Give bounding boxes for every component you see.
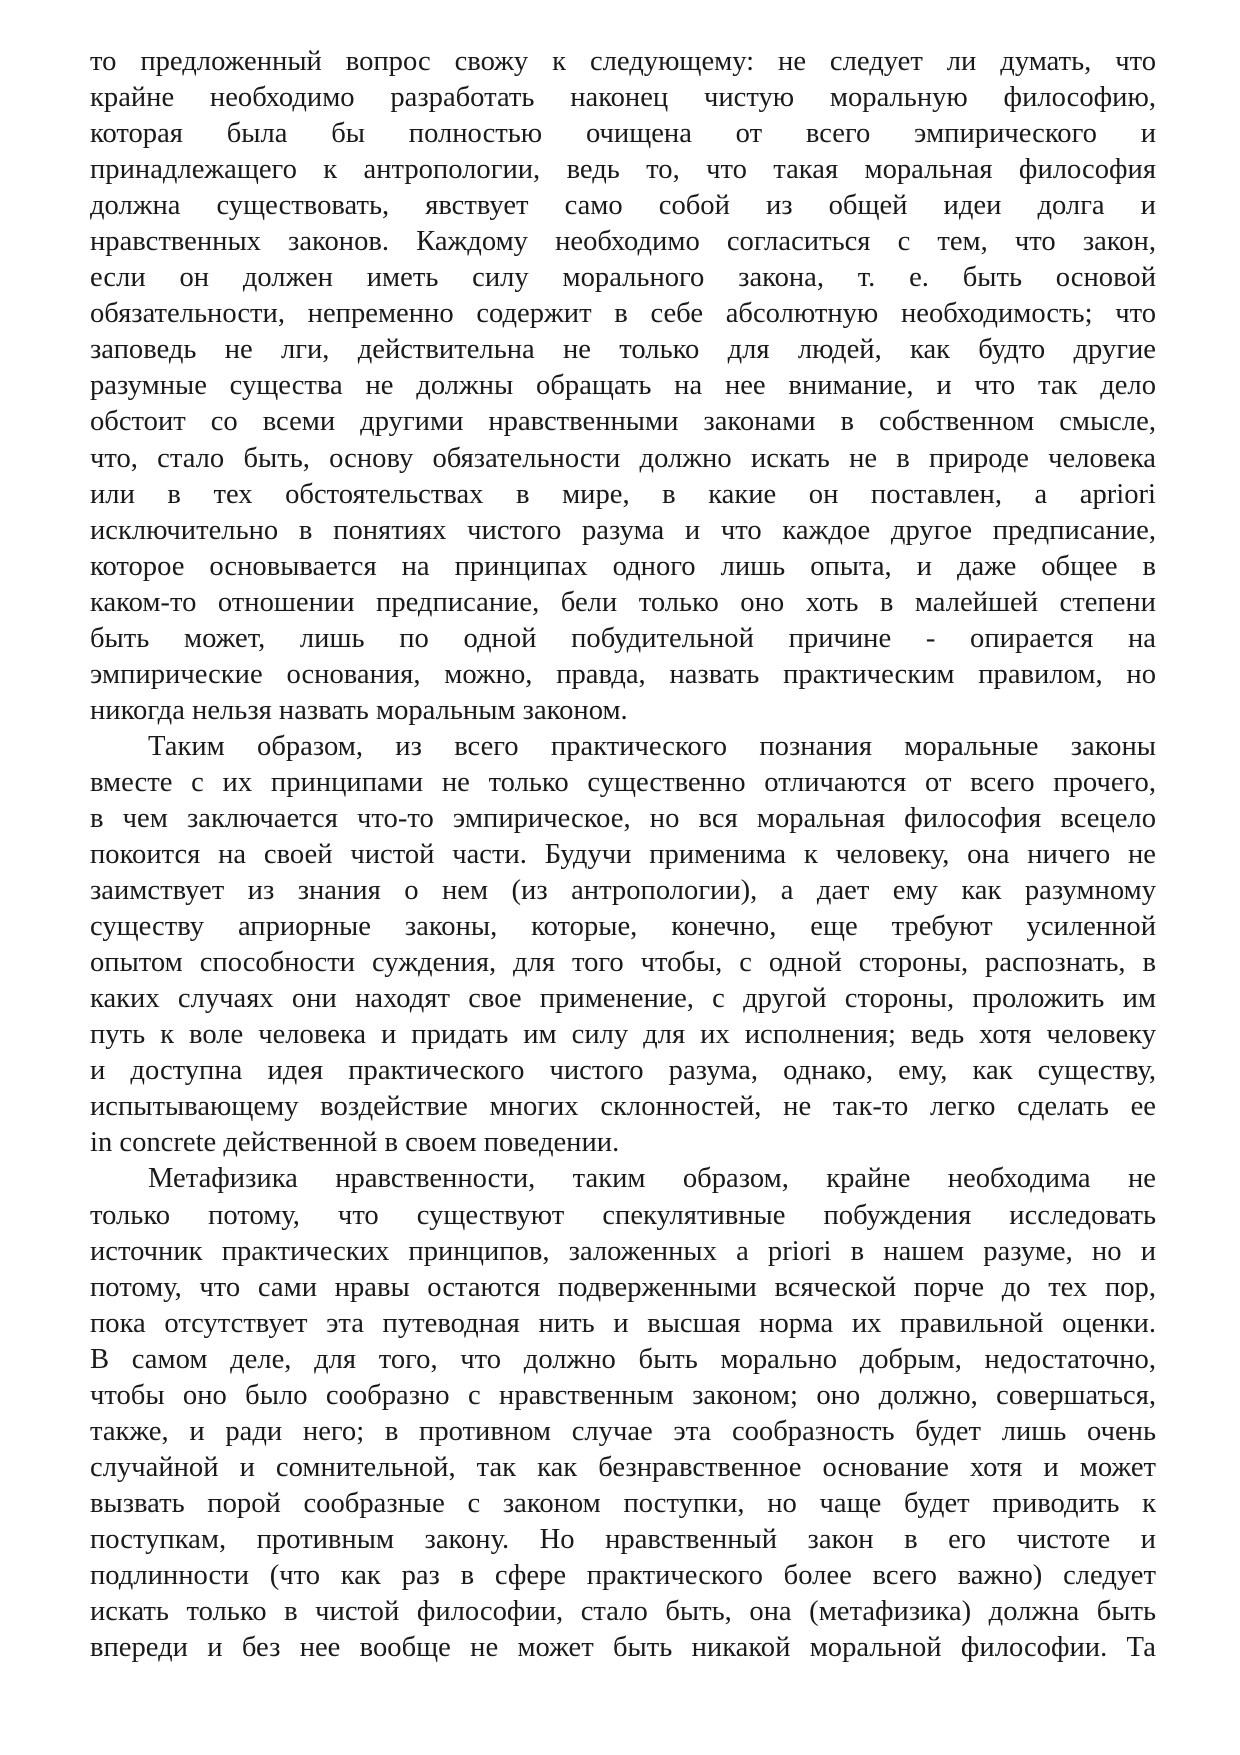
text-line: путь к воле человека и придать им силу для их исполнения; ведь хотя человеку [90,1019,1156,1051]
text-line: в чем заключается что-то эмпирическое, но вся моральная философия всецело [90,802,1156,834]
text-line: заимствует из знания о нем (из антропологии), а дает ему как разумному [90,875,1156,907]
text-line: что, стало быть, основу обязательности должно искать не в природе человека [90,442,1156,474]
text-line: также, и ради него; в противном случае эта сообразность будет лишь очень [90,1415,1156,1447]
paragraph [90,1161,1156,1666]
text-line: Метафизика нравственности, таким образом, крайне необходима не [148,1163,1156,1195]
text-line: если он должен иметь силу морального закона, т. е. быть основой [90,262,1156,294]
text-line: принадлежащего к антропологии, ведь то, что такая моральная философия [90,154,1156,186]
text-line: и доступна идея практического чистого разума, однако, ему, как существу, [90,1055,1156,1087]
text-line: Таким образом, из всего практического познания моральные законы [148,730,1156,762]
text-line: поступкам, противным закону. Но нравственный закон в его чистоте и [90,1523,1156,1555]
text-line: нравственных законов. Каждому необходимо согласиться с тем, что закон, [90,226,1156,258]
text-line: in concrete действенной в своем поведении. [90,1127,620,1159]
text-line: эмпирические основания, можно, правда, назвать практическим правилом, но [90,658,1156,690]
text-line: исключительно в понятиях чистого разума и что каждое другое предписание, [90,514,1156,546]
text-line: пока отсутствует эта путеводная нить и высшая норма их правильной оценки. [90,1307,1156,1339]
paragraph [90,44,1156,729]
text-line: искать только в чистой философии, стало быть, она (метафизика) должна быть [90,1596,1156,1628]
text-line: вызвать порой сообразные с законом поступки, но чаще будет приводить к [90,1487,1156,1519]
text-line: которое основывается на принципах одного лишь опыта, и даже общее в [90,550,1156,582]
text-line: чтобы оно было сообразно с нравственным законом; оно должно, совершаться, [90,1379,1156,1411]
text-line: никогда нельзя назвать моральным законом. [90,694,628,726]
text-line: каком-то отношении предписание, бели только оно хоть в малейшей степени [90,586,1156,618]
text-line: то предложенный вопрос свожу к следующему: не следует ли думать, что [90,46,1156,77]
text-line: разумные существа не должны обращать на нее внимание, и что так дело [90,370,1156,402]
text-line: только потому, что существуют спекулятивные побуждения исследовать [90,1199,1156,1231]
text-line: источник практических принципов, заложенных a priori в нашем разуме, но и [90,1235,1156,1267]
text-line: каких случаях они находят свое применение, с другой стороны, проложить им [90,983,1156,1015]
text-line: потому, что сами нравы остаются подверженными всяческой порче до тех пор, [90,1271,1156,1303]
text-line: покоится на своей чистой части. Будучи применима к человеку, она ничего не [90,839,1156,871]
paragraph [90,729,1156,1162]
text-line: испытывающему воздействие многих склонностей, не так-то легко сделать ее [90,1091,1156,1123]
text-line: В самом деле, для того, что должно быть морально добрым, недостаточно, [90,1343,1156,1375]
document-page [90,44,1156,1666]
text-line: опытом способности суждения, для того чтобы, с одной стороны, распознать, в [90,947,1156,979]
text-line: подлинности (что как раз в сфере практического более всего важно) следует [90,1559,1156,1591]
text-line: обстоит со всеми другими нравственными законами в собственном смысле, [90,406,1156,438]
text-line: быть может, лишь по одной побудительной причине - опирается на [90,622,1156,654]
text-line: существу априорные законы, которые, конечно, еще требуют усиленной [90,911,1156,943]
text-line: заповедь не лги, действительна не только для людей, как будто другие [90,334,1156,366]
text-line: которая была бы полностью очищена от всего эмпирического и [90,118,1156,150]
text-line: впереди и без нее вообще не может быть никакой моральной философии. Та [90,1632,1156,1664]
text-line: крайне необходимо разработать наконец чистую моральную философию, [90,82,1156,114]
text-line: должна существовать, явствует само собой из общей идеи долга и [90,190,1156,222]
text-line: случайной и сомнительной, так как безнравственное основание хотя и может [90,1451,1156,1483]
text-line: обязательности, непременно содержит в себе абсолютную необходимость; что [90,298,1156,330]
text-line: или в тех обстоятельствах в мире, в какие он поставлен, а apriori [90,478,1156,510]
text-line: вместе с их принципами не только существенно отличаются от всего прочего, [90,766,1156,798]
